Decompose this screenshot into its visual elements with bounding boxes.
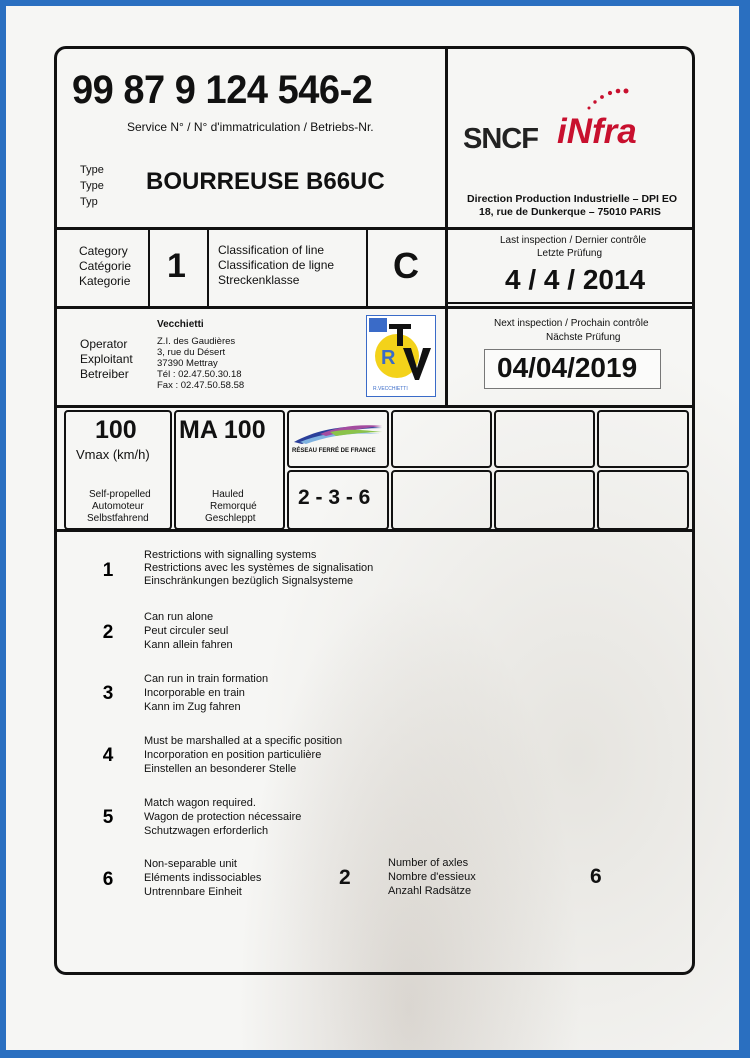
category-label-en: Category: [79, 244, 128, 258]
restriction-3-line-2: Incorporable en train: [144, 687, 245, 699]
restriction-2-line-1: Can run alone: [144, 611, 214, 623]
restriction-4-line-3: Einstellen an besonderer Stelle: [144, 763, 297, 775]
operator-name: Vecchietti: [157, 319, 204, 330]
self-propelled-label-de: Selbstfahrend: [87, 513, 149, 524]
restriction-6-line-3: Untrennbare Einheit: [144, 886, 242, 898]
vecchietti-logo-caption: R.VECCHIETTI: [373, 386, 408, 392]
type-label-fr: Type: [80, 180, 104, 192]
restriction-5-line-2: Wagon de protection nécessaire: [144, 811, 302, 823]
operator-address-1: Z.I. des Gaudières: [157, 336, 236, 347]
restriction-num-3: 3: [102, 683, 114, 704]
line-class-label-en: Classification of line: [218, 243, 325, 257]
rff-logo-icon: [290, 420, 386, 448]
divider-h-1: [56, 227, 693, 230]
next-inspection-label-2: Nächste Prüfung: [546, 332, 621, 343]
axles-label-de: Anzahl Radsätze: [388, 885, 472, 897]
sncf-infra-logo-text: iNfra: [557, 112, 637, 151]
vecchietti-logo-icon: [367, 316, 435, 384]
type-label-en: Type: [80, 164, 104, 176]
restriction-1-line-2: Restrictions avec les systèmes de signalisation: [144, 562, 374, 574]
empty-cell-3: [597, 410, 689, 468]
divider-v-cat2: [207, 229, 209, 307]
line-class-label-fr: Classification de ligne: [218, 258, 335, 272]
hauled-label-en: Hauled: [212, 489, 244, 500]
category-label-de: Kategorie: [79, 274, 131, 288]
restriction-num-1: 1: [102, 560, 114, 581]
registration-label: Service N° / N° d'immatriculation / Betriebs-Nr.: [127, 120, 374, 134]
next-inspection-value: 04/04/2019: [497, 352, 638, 383]
restriction-num-6: 6: [102, 869, 114, 890]
axles-value: 6: [590, 865, 602, 888]
line-class-label-de: Streckenklasse: [218, 273, 300, 287]
operator-label-en: Operator: [80, 337, 128, 351]
restrictions-code: 2 - 3 - 6: [298, 486, 371, 509]
type-label-de: Typ: [80, 196, 98, 208]
axles-label-fr: Nombre d'essieux: [388, 871, 476, 883]
divider-h-2: [56, 306, 693, 309]
operator-label-de: Betreiber: [80, 367, 129, 381]
restriction-6-line-2: Eléments indissociables: [144, 872, 262, 884]
self-propelled-label-en: Self-propelled: [89, 489, 151, 500]
empty-cell-5: [494, 470, 595, 530]
operator-fax: Fax : 02.47.50.58.58: [157, 380, 245, 391]
restriction-num-5: 5: [102, 807, 114, 828]
operator-address-2: 3, rue du Désert: [157, 347, 226, 358]
restriction-4-line-1: Must be marshalled at a specific position: [144, 735, 343, 747]
divider-v-class: [366, 229, 368, 307]
vmax-value: 100: [95, 416, 137, 444]
empty-cell-1: [391, 410, 492, 468]
direction-line-2: 18, rue de Dunkerque – 75010 PARIS: [479, 206, 661, 218]
direction-line-1: Direction Production Industrielle – DPI EO: [467, 193, 678, 205]
registration-number: 99 87 9 124 546-2: [72, 68, 373, 112]
svg-text:R: R: [381, 347, 396, 369]
divider-h-insp: [448, 302, 692, 304]
self-propelled-label-fr: Automoteur: [92, 501, 144, 512]
empty-cell-6: [597, 470, 689, 530]
restriction-2-line-2: Peut circuler seul: [144, 625, 229, 637]
restriction-5-line-1: Match wagon required.: [144, 797, 256, 809]
operator-address-3: 37390 Mettray: [157, 358, 218, 369]
next-inspection-label-1: Next inspection / Prochain contrôle: [494, 318, 649, 329]
type-value: BOURREUSE B66UC: [146, 168, 385, 195]
line-class-value: C: [393, 245, 419, 286]
restriction-1-line-1: Restrictions with signalling systems: [144, 549, 317, 561]
operator-phone: Tél : 02.47.50.30.18: [157, 369, 242, 380]
operator-label-fr: Exploitant: [80, 352, 133, 366]
restriction-3-line-1: Can run in train formation: [144, 673, 269, 685]
rff-caption: RÉSEAU FERRÉ DE FRANCE: [292, 448, 376, 454]
restriction-4-line-2: Incorporation en position particulière: [144, 749, 322, 761]
last-inspection-value: 4 / 4 / 2014: [505, 264, 646, 295]
restriction-1-line-3: Einschränkungen bezüglich Signalsysteme: [144, 575, 354, 587]
hauled-label-fr: Remorqué: [210, 501, 257, 512]
restriction-2-line-3: Kann allein fahren: [144, 639, 233, 651]
last-inspection-label-2: Letzte Prüfung: [537, 248, 603, 259]
empty-cell-4: [391, 470, 492, 530]
restriction-3-line-3: Kann im Zug fahren: [144, 701, 241, 713]
hauled-value: MA 100: [179, 416, 266, 444]
hauled-label-de: Geschleppt: [205, 513, 256, 524]
restriction-6-line-1: Non-separable unit: [144, 858, 237, 870]
divider-h-3: [56, 405, 693, 408]
restriction-5-line-3: Schutzwagen erforderlich: [144, 825, 269, 837]
non-separable-value: 2: [339, 866, 351, 889]
axles-label-en: Number of axles: [388, 857, 469, 869]
divider-v-cat: [148, 229, 150, 307]
sncf-logo-text: SNCF: [463, 123, 538, 155]
restriction-num-2: 2: [102, 622, 114, 643]
restriction-num-4: 4: [102, 745, 114, 766]
sncf-logo-arc-icon: [585, 82, 635, 112]
vecchietti-logo: [366, 315, 436, 397]
vmax-label: Vmax (km/h): [76, 447, 150, 462]
category-value: 1: [167, 247, 186, 285]
category-label-fr: Catégorie: [79, 259, 132, 273]
last-inspection-label-1: Last inspection / Dernier contrôle: [500, 235, 647, 246]
empty-cell-2: [494, 410, 595, 468]
